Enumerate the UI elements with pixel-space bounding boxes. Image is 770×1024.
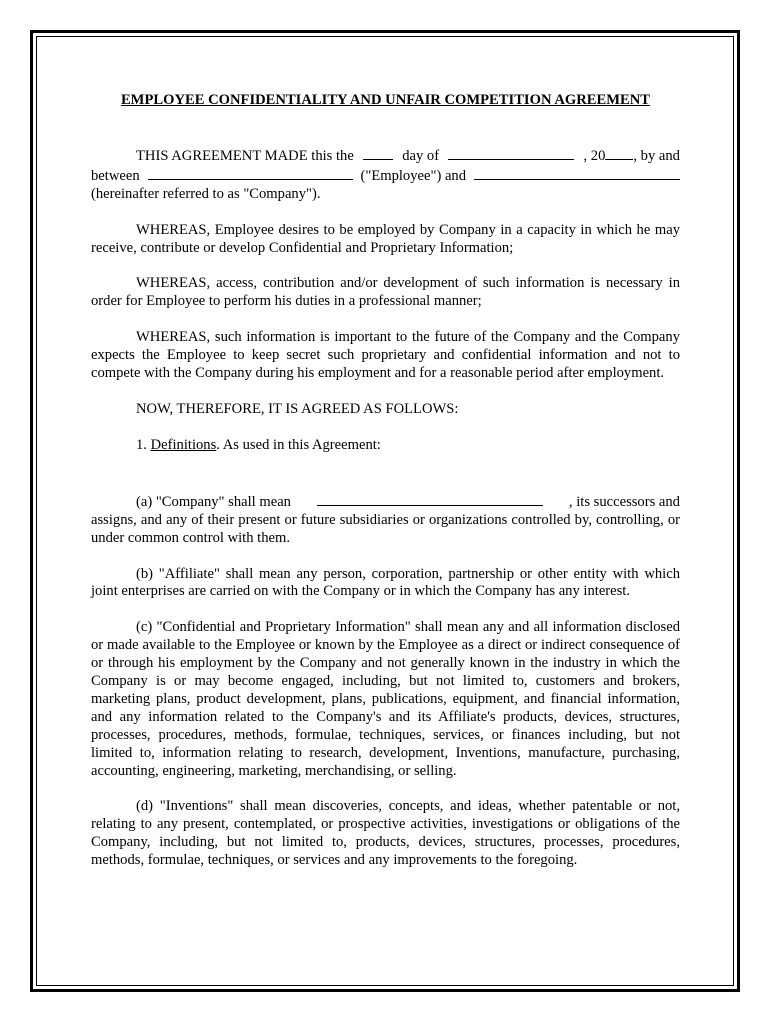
intro-text-employee: ("Employee") and [360,167,467,184]
document-title: EMPLOYEE CONFIDENTIALITY AND UNFAIR COMPETITION AGREEMENT [120,92,651,108]
intro-text-made: THIS AGREEMENT MADE this the [136,147,354,164]
intro-text-year: , 20 [583,147,606,164]
section-1-lead: . As used in this Agreement: [216,436,381,453]
company-definition-blank[interactable] [317,492,543,506]
whereas-paragraph-2: WHEREAS, access, contribution and/or development of such information is necessary in order for Employee to perform his duties in a professional manner; [91,275,680,310]
document-body [91,92,680,888]
definition-d: (d) "Inventions" shall mean discoveries, concepts, and ideas, whether patentable or not, relating to any present, contemplated, or prospective activities, investigations or obligations of the Company, including, but not limited to, products, devices, structures, processes, procedures, methods, formulae, techniques, or services and any improvements to the foregoing. [91,798,680,869]
day-blank[interactable] [363,146,393,160]
employee-name-blank[interactable] [148,166,353,180]
whereas-paragraph-3: WHEREAS, such information is important to the future of the Company and the Company expects the Employee to keep secret such proprietary and confidential information and not to compete with the Company during his employment and for a reasonable period after employment. [91,329,680,382]
definition-c: (c) "Confidential and Proprietary Information" shall mean any and all information disclosed or made available to the Employee or known by the Employee as a direct or indirect consequence of or through his employment by the Company and not generally known in the industry in which the Company is or may become engaged, including, but not limited to, customers and brokers, marketing plans, product development, plans, publications, equipment, and financial information, and any information related to the Company's and its Affiliate's products, devices, structures, processes, procedures, methods, formulae, techniques, services, or finances including, but not limited to, information relating to research, development, Inventions, manufacture, purchasing, accounting, engineering, marketing, merchandising, or selling. [91,619,680,779]
definition-a-line-1 [91,492,680,512]
year-blank[interactable] [605,146,633,160]
definition-a [91,492,680,548]
section-1-number: 1. [136,436,147,453]
section-1-title: Definitions [150,436,217,453]
intro-paragraph [91,146,680,204]
definition-a-start: (a) "Company" shall mean [136,493,291,510]
intro-line-1 [91,146,680,166]
intro-text-between: between [91,167,140,184]
definition-b: (b) "Affiliate" shall mean any person, corporation, partnership or other entity with which joint enterprises are carried on with the Company or in which the Company has any interest. [91,565,680,600]
company-name-blank[interactable] [474,166,680,180]
now-therefore-line: NOW, THEREFORE, IT IS AGREED AS FOLLOWS: [136,400,459,417]
definition-a-rest: assigns, and any of their present or future subsidiaries or organizations controlled by, controlling, or under common control with them. [91,511,680,546]
month-blank[interactable] [448,146,574,160]
intro-text-by-and: , by and [633,147,680,164]
section-1-heading [91,437,680,455]
definition-a-end: , its successors and [568,493,680,510]
whereas-paragraph-1: WHEREAS, Employee desires to be employed by Company in a capacity in which he may receive, contribute or develop Confidential and Proprietary Information; [91,221,680,256]
intro-line-3: (hereinafter referred to as "Company"). [91,185,321,202]
intro-line-2 [91,166,680,186]
intro-text-day-of: day of [402,147,440,164]
